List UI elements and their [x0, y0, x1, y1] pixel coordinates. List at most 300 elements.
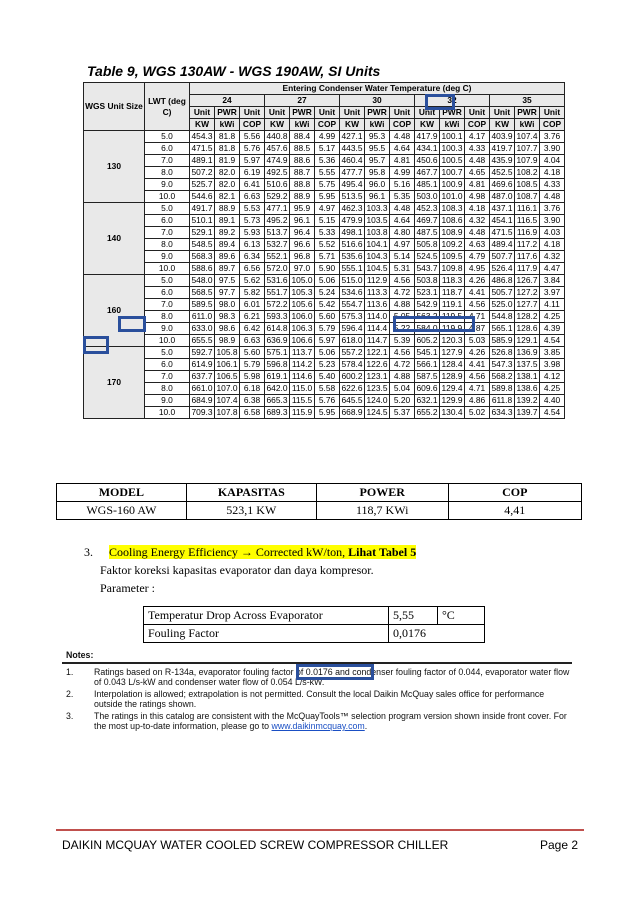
- value-cell: 98.0: [215, 299, 240, 311]
- value-cell: 106.5: [215, 371, 240, 383]
- value-cell: 5.79: [240, 359, 265, 371]
- value-cell: 543.7: [415, 263, 440, 275]
- value-cell: 114.2: [290, 359, 315, 371]
- value-cell: 565.1: [490, 323, 515, 335]
- value-cell: 548.0: [190, 275, 215, 287]
- value-cell: 106.3: [290, 323, 315, 335]
- value-cell: 645.5: [340, 395, 365, 407]
- value-cell: 5.17: [315, 143, 340, 155]
- value-cell: 5.05: [390, 311, 415, 323]
- value-cell: 572.2: [265, 299, 290, 311]
- column-unit: kWi: [290, 119, 315, 131]
- column-unit: COP: [540, 119, 565, 131]
- value-cell: 467.7: [415, 167, 440, 179]
- value-cell: 489.4: [490, 239, 515, 251]
- value-cell: 6.63: [240, 191, 265, 203]
- column-unit: COP: [315, 119, 340, 131]
- value-cell: 526.4: [490, 263, 515, 275]
- lwt-cell: 8.0: [145, 311, 190, 323]
- value-cell: 107.7: [515, 143, 540, 155]
- value-cell: 4.40: [540, 395, 565, 407]
- value-cell: 709.3: [190, 407, 215, 419]
- value-cell: 4.17: [465, 131, 490, 143]
- temp-header: 30: [340, 95, 415, 107]
- value-cell: 513.5: [340, 191, 365, 203]
- table-row: [84, 191, 565, 203]
- value-cell: 109.5: [440, 251, 465, 263]
- value-cell: 589.8: [490, 383, 515, 395]
- value-cell: 5.20: [390, 395, 415, 407]
- value-cell: 600.2: [340, 371, 365, 383]
- column-header: PWR: [290, 107, 315, 119]
- value-cell: 477.1: [265, 203, 290, 215]
- value-cell: 572.0: [265, 263, 290, 275]
- value-cell: 4.80: [390, 227, 415, 239]
- value-cell: 113.6: [365, 299, 390, 311]
- value-cell: 5.60: [240, 347, 265, 359]
- value-cell: 637.7: [190, 371, 215, 383]
- temp-header: 27: [265, 95, 340, 107]
- value-cell: 417.9: [415, 131, 440, 143]
- value-cell: 101.0: [440, 191, 465, 203]
- lwt-cell: 9.0: [145, 323, 190, 335]
- value-cell: 632.1: [415, 395, 440, 407]
- value-cell: 3.90: [540, 143, 565, 155]
- value-cell: 491.7: [190, 203, 215, 215]
- value-cell: 109.2: [440, 239, 465, 251]
- value-cell: 526.8: [490, 347, 515, 359]
- value-cell: 609.6: [415, 383, 440, 395]
- table-row: [84, 335, 565, 347]
- value-cell: 469.7: [415, 215, 440, 227]
- value-cell: 4.56: [390, 275, 415, 287]
- value-cell: 495.2: [265, 215, 290, 227]
- column-header: Unit: [465, 107, 490, 119]
- value-cell: 104.5: [365, 263, 390, 275]
- value-cell: 5.31: [390, 263, 415, 275]
- value-cell: 6.63: [240, 335, 265, 347]
- value-cell: 5.90: [315, 263, 340, 275]
- value-cell: 462.3: [340, 203, 365, 215]
- value-cell: 642.0: [265, 383, 290, 395]
- value-cell: 6.38: [240, 395, 265, 407]
- value-cell: 568.2: [490, 371, 515, 383]
- value-cell: 5.16: [390, 179, 415, 191]
- value-cell: 103.8: [365, 227, 390, 239]
- value-cell: 596.4: [340, 323, 365, 335]
- note-text: Ratings based on R-134a, evaporator fouling factor of 0.0176 and condenser fouling factor of 0.044, evaporator water flow of 0.043 L/s-kW and condenser water flow of 0.054 L/s-kW.: [94, 667, 570, 687]
- value-cell: 5.33: [315, 227, 340, 239]
- value-cell: 532.7: [265, 239, 290, 251]
- title-after: Corrected kW/ton,: [252, 545, 349, 559]
- value-cell: 486.8: [490, 275, 515, 287]
- value-cell: 5.82: [240, 287, 265, 299]
- value-cell: 4.41: [465, 359, 490, 371]
- table-row: [84, 167, 565, 179]
- value-cell: 6.56: [240, 263, 265, 275]
- value-cell: 460.4: [340, 155, 365, 167]
- value-cell: 106.1: [215, 359, 240, 371]
- value-cell: 107.9: [515, 155, 540, 167]
- value-cell: 108.6: [440, 215, 465, 227]
- value-cell: 4.18: [540, 239, 565, 251]
- lwt-cell: 9.0: [145, 251, 190, 263]
- value-cell: 5.35: [390, 191, 415, 203]
- value-cell: 5.97: [240, 155, 265, 167]
- value-cell: 3.98: [540, 359, 565, 371]
- note-text-body: The ratings in this catalog are consistent with the McQuayTools™ selection program version shown inside front cover. For the most up-to-date information, please go to: [94, 711, 567, 731]
- value-cell: 435.9: [490, 155, 515, 167]
- page-number: Page 2: [540, 838, 579, 852]
- value-cell: 3.84: [540, 275, 565, 287]
- value-cell: 117.6: [515, 251, 540, 263]
- table-row: [84, 347, 565, 359]
- condenser-temp-header: Entering Condenser Water Temperature (deg C): [190, 83, 565, 95]
- section-3: [84, 543, 416, 597]
- value-cell: 6.01: [240, 299, 265, 311]
- column-header: Unit: [265, 107, 290, 119]
- column-header: Unit: [540, 107, 565, 119]
- value-cell: 689.3: [265, 407, 290, 419]
- value-cell: 592.7: [190, 347, 215, 359]
- column-unit: COP: [465, 119, 490, 131]
- value-cell: 4.32: [465, 215, 490, 227]
- value-cell: 661.0: [190, 383, 215, 395]
- value-cell: 585.9: [490, 335, 515, 347]
- value-cell: 105.8: [215, 347, 240, 359]
- value-cell: 3.76: [540, 131, 565, 143]
- temp-header: 35: [490, 95, 565, 107]
- value-cell: 115.9: [290, 407, 315, 419]
- value-cell: 105.6: [290, 299, 315, 311]
- value-cell: 4.64: [390, 215, 415, 227]
- value-cell: 634.3: [490, 407, 515, 419]
- value-cell: 454.3: [190, 131, 215, 143]
- table-row: [84, 323, 565, 335]
- value-cell: 116.1: [515, 203, 540, 215]
- value-cell: 440.8: [265, 131, 290, 143]
- value-cell: 668.9: [340, 407, 365, 419]
- value-cell: 503.8: [415, 275, 440, 287]
- value-cell: 95.5: [365, 143, 390, 155]
- value-cell: 437.1: [490, 203, 515, 215]
- value-cell: 117.9: [515, 263, 540, 275]
- value-cell: 545.1: [415, 347, 440, 359]
- value-cell: 4.04: [540, 155, 565, 167]
- value-cell: 633.0: [190, 323, 215, 335]
- column-unit: KW: [490, 119, 515, 131]
- value-cell: 419.7: [490, 143, 515, 155]
- value-cell: 485.1: [415, 179, 440, 191]
- value-cell: 3.90: [540, 215, 565, 227]
- value-cell: 128.9: [440, 371, 465, 383]
- value-cell: 89.6: [215, 251, 240, 263]
- lwt-cell: 5.0: [145, 203, 190, 215]
- column-header: Unit: [490, 107, 515, 119]
- value-cell: 88.9: [290, 191, 315, 203]
- value-cell: 4.11: [540, 299, 565, 311]
- value-cell: 4.18: [465, 203, 490, 215]
- table-row: [84, 407, 565, 419]
- value-cell: 4.32: [540, 251, 565, 263]
- temp-header: 24: [190, 95, 265, 107]
- value-cell: 114.4: [365, 323, 390, 335]
- value-cell: 4.88: [390, 299, 415, 311]
- value-cell: 88.6: [290, 155, 315, 167]
- highlight-fouling-factor: [296, 664, 374, 680]
- value-cell: 525.0: [490, 299, 515, 311]
- value-cell: 563.2: [415, 311, 440, 323]
- value-cell: 544.8: [490, 311, 515, 323]
- value-cell: 137.5: [515, 359, 540, 371]
- column-unit: KW: [190, 119, 215, 131]
- value-cell: 5.93: [240, 227, 265, 239]
- param-label: Temperatur Drop Across Evaporator: [144, 607, 389, 625]
- column-unit: COP: [240, 119, 265, 131]
- value-cell: 138.1: [515, 371, 540, 383]
- value-cell: 555.1: [340, 263, 365, 275]
- value-cell: 5.36: [315, 155, 340, 167]
- value-cell: 427.1: [340, 131, 365, 143]
- value-cell: 4.03: [540, 227, 565, 239]
- column-header: Unit: [190, 107, 215, 119]
- lwt-cell: 5.0: [145, 347, 190, 359]
- value-cell: 4.81: [465, 179, 490, 191]
- note-item: [66, 689, 566, 711]
- value-cell: 96.6: [290, 239, 315, 251]
- value-cell: 534.6: [340, 287, 365, 299]
- value-cell: 112.9: [365, 275, 390, 287]
- value-cell: 105.3: [290, 287, 315, 299]
- value-cell: 655.2: [415, 407, 440, 419]
- value-cell: 5.15: [315, 215, 340, 227]
- temp-header: 32: [415, 95, 490, 107]
- value-cell: 524.5: [415, 251, 440, 263]
- lwt-cell: 8.0: [145, 383, 190, 395]
- value-cell: 471.5: [190, 143, 215, 155]
- value-cell: 89.7: [215, 263, 240, 275]
- value-cell: 4.87: [465, 323, 490, 335]
- value-cell: 4.99: [390, 167, 415, 179]
- column-unit: KW: [415, 119, 440, 131]
- value-cell: 5.42: [315, 299, 340, 311]
- value-cell: 4.95: [465, 263, 490, 275]
- value-cell: 122.1: [365, 347, 390, 359]
- value-cell: 665.3: [265, 395, 290, 407]
- lwt-cell: 5.0: [145, 275, 190, 287]
- value-cell: 474.9: [265, 155, 290, 167]
- value-cell: 100.9: [440, 179, 465, 191]
- column-header: PWR: [440, 107, 465, 119]
- value-cell: 575.3: [340, 311, 365, 323]
- value-cell: 505.8: [415, 239, 440, 251]
- value-cell: 6.34: [240, 251, 265, 263]
- value-cell: 113.3: [365, 287, 390, 299]
- value-cell: 3.85: [540, 347, 565, 359]
- value-cell: 119.9: [440, 323, 465, 335]
- value-cell: 5.98: [240, 371, 265, 383]
- value-cell: 507.7: [490, 251, 515, 263]
- value-cell: 81.8: [215, 143, 240, 155]
- value-cell: 516.6: [340, 239, 365, 251]
- value-cell: 108.7: [515, 191, 540, 203]
- title-plain: Cooling Energy Efficiency: [109, 545, 241, 559]
- value-cell: 525.7: [190, 179, 215, 191]
- value-cell: 5.04: [390, 383, 415, 395]
- value-cell: 88.4: [290, 131, 315, 143]
- value-cell: 127.2: [515, 287, 540, 299]
- note-number: 1.: [66, 667, 74, 677]
- value-cell: 4.99: [315, 131, 340, 143]
- value-cell: 4.64: [390, 143, 415, 155]
- value-cell: 452.5: [490, 167, 515, 179]
- value-cell: 5.55: [315, 167, 340, 179]
- value-cell: 4.48: [390, 131, 415, 143]
- value-cell: 105.0: [290, 275, 315, 287]
- unit-size-cell: 130: [84, 131, 145, 203]
- value-cell: 471.5: [490, 227, 515, 239]
- value-cell: 605.2: [415, 335, 440, 347]
- table-row: [84, 311, 565, 323]
- value-cell: 138.6: [515, 383, 540, 395]
- value-cell: 124.0: [365, 395, 390, 407]
- cell-power: 118,7 KWi: [316, 502, 448, 520]
- value-cell: 593.3: [265, 311, 290, 323]
- value-cell: 4.26: [465, 275, 490, 287]
- column-unit: KW: [265, 119, 290, 131]
- value-cell: 120.3: [440, 335, 465, 347]
- value-cell: 544.6: [190, 191, 215, 203]
- value-cell: 655.5: [190, 335, 215, 347]
- title-reference: Lihat Tabel 5: [348, 545, 417, 559]
- table-row: [84, 251, 565, 263]
- lwt-cell: 7.0: [145, 299, 190, 311]
- value-cell: 107.4: [215, 395, 240, 407]
- value-cell: 104.1: [365, 239, 390, 251]
- value-cell: 5.22: [390, 323, 415, 335]
- value-cell: 100.7: [440, 167, 465, 179]
- lwt-cell: 6.0: [145, 359, 190, 371]
- value-cell: 495.4: [340, 179, 365, 191]
- value-cell: 5.97: [315, 335, 340, 347]
- table-row: [84, 287, 565, 299]
- value-cell: 4.48: [540, 191, 565, 203]
- value-cell: 5.06: [315, 347, 340, 359]
- lwt-cell: 8.0: [145, 239, 190, 251]
- value-cell: 5.40: [315, 371, 340, 383]
- value-cell: 98.3: [215, 311, 240, 323]
- value-cell: 4.88: [390, 371, 415, 383]
- value-cell: 551.7: [265, 287, 290, 299]
- value-cell: 457.6: [265, 143, 290, 155]
- value-cell: 4.33: [540, 179, 565, 191]
- value-cell: 5.71: [315, 251, 340, 263]
- value-cell: 116.5: [515, 215, 540, 227]
- lwt-cell: 10.0: [145, 335, 190, 347]
- value-cell: 5.62: [240, 275, 265, 287]
- value-cell: 122.6: [365, 359, 390, 371]
- lwt-cell: 6.0: [145, 143, 190, 155]
- value-cell: 487.5: [415, 227, 440, 239]
- value-cell: 108.9: [440, 227, 465, 239]
- value-cell: 6.19: [240, 167, 265, 179]
- value-cell: 97.5: [215, 275, 240, 287]
- column-unit: kWi: [440, 119, 465, 131]
- arrow-icon: →: [240, 545, 253, 559]
- value-cell: 128.6: [515, 323, 540, 335]
- value-cell: 568.3: [190, 251, 215, 263]
- value-cell: 4.54: [540, 407, 565, 419]
- value-cell: 535.6: [340, 251, 365, 263]
- value-cell: 114.6: [290, 371, 315, 383]
- value-cell: 98.9: [215, 335, 240, 347]
- value-cell: 129.1: [515, 335, 540, 347]
- value-cell: 554.7: [340, 299, 365, 311]
- value-cell: 5.37: [390, 407, 415, 419]
- value-cell: 403.9: [490, 131, 515, 143]
- value-cell: 5.06: [315, 275, 340, 287]
- value-cell: 115.5: [290, 395, 315, 407]
- value-cell: 103.3: [365, 203, 390, 215]
- value-cell: 523.1: [415, 287, 440, 299]
- value-cell: 479.9: [340, 215, 365, 227]
- value-cell: 95.9: [290, 203, 315, 215]
- table-row: [84, 155, 565, 167]
- value-cell: 107.8: [215, 407, 240, 419]
- lwt-cell: 10.0: [145, 263, 190, 275]
- value-cell: 5.75: [315, 179, 340, 191]
- value-cell: 5.60: [315, 311, 340, 323]
- value-cell: 88.9: [215, 203, 240, 215]
- param-value: 0,0176: [389, 625, 485, 643]
- value-cell: 614.9: [190, 359, 215, 371]
- value-cell: 116.9: [515, 227, 540, 239]
- value-cell: 4.48: [465, 155, 490, 167]
- value-cell: 5.03: [465, 335, 490, 347]
- daikin-link[interactable]: www.daikinmcquay.com: [271, 721, 365, 731]
- column-header: Unit: [240, 107, 265, 119]
- table-row: [84, 371, 565, 383]
- column-unit: COP: [390, 119, 415, 131]
- value-cell: 82.0: [215, 167, 240, 179]
- value-cell: 4.33: [465, 143, 490, 155]
- value-cell: 5.95: [315, 407, 340, 419]
- section-3-number: 3.: [84, 545, 93, 559]
- value-cell: 96.1: [365, 191, 390, 203]
- column-header: Unit: [415, 107, 440, 119]
- value-cell: 469.6: [490, 179, 515, 191]
- value-cell: 127.7: [515, 299, 540, 311]
- lwt-cell: 6.0: [145, 287, 190, 299]
- value-cell: 5.76: [315, 395, 340, 407]
- value-cell: 566.1: [415, 359, 440, 371]
- value-cell: 5.23: [315, 359, 340, 371]
- value-cell: 114.7: [365, 335, 390, 347]
- value-cell: 98.6: [215, 323, 240, 335]
- value-cell: 104.3: [365, 251, 390, 263]
- value-cell: 96.8: [290, 251, 315, 263]
- value-cell: 568.5: [190, 287, 215, 299]
- value-cell: 513.7: [265, 227, 290, 239]
- value-cell: 89.2: [215, 227, 240, 239]
- value-cell: 119.5: [440, 311, 465, 323]
- value-cell: 108.5: [515, 179, 540, 191]
- value-cell: 589.5: [190, 299, 215, 311]
- value-cell: 115.0: [290, 383, 315, 395]
- value-cell: 5.79: [315, 323, 340, 335]
- catalog-table: [83, 82, 565, 419]
- value-cell: 4.25: [540, 311, 565, 323]
